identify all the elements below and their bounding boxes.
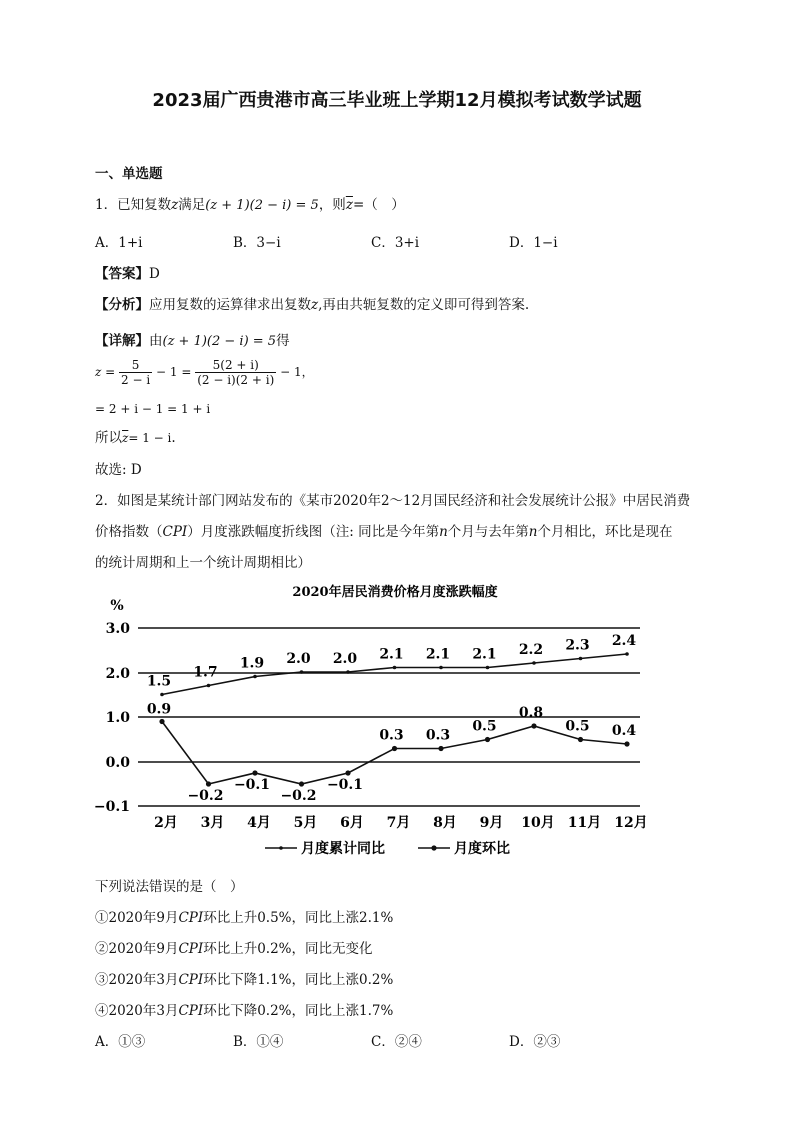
answer-value: D — [149, 266, 160, 282]
q1-option-a: A．1+i — [95, 235, 143, 251]
q2-option-c: C．②④ — [371, 1034, 422, 1050]
cpi-term: CPI — [178, 941, 204, 957]
point-mom — [578, 737, 583, 742]
q2-stem-line2 — [95, 520, 673, 540]
x-tick-label: 6月 — [340, 815, 364, 831]
q1-stem-text3: ，则 — [318, 197, 346, 213]
data-label-yoy: 2.1 — [425, 646, 451, 663]
y-tick-label: 2.0 — [105, 666, 130, 682]
var-z: z — [171, 197, 179, 213]
point-yoy — [160, 693, 164, 697]
statement-text: ①2020年9月 — [95, 910, 179, 926]
point-mom — [624, 741, 629, 746]
data-label-mom: 0.5 — [472, 718, 497, 735]
var-n: n — [439, 524, 448, 540]
q2-text4: 个月相比，环比是现在 — [537, 524, 673, 540]
detail-text: 由 — [149, 333, 163, 349]
data-label-mom: −0.2 — [280, 788, 317, 804]
q1-detail — [95, 329, 290, 349]
x-tick-label: 7月 — [386, 815, 411, 831]
point-mom — [345, 770, 350, 775]
step1-mid: − 1 = — [156, 365, 192, 379]
data-label-yoy: 2.0 — [332, 651, 358, 667]
z-conjugate: $\overline{z}$ — [122, 431, 129, 445]
point-mom — [392, 746, 397, 751]
q2-statement-3 — [95, 968, 393, 988]
point-mom — [531, 723, 536, 728]
data-label-yoy: 1.9 — [239, 655, 265, 672]
cpi-term: CPI — [162, 524, 188, 540]
point-mom — [438, 746, 443, 751]
data-label-mom: 0.9 — [146, 701, 172, 718]
point-yoy — [439, 666, 443, 670]
chart-title: 2020年居民消费价格月度涨跌幅度 — [292, 585, 498, 600]
data-label-mom: 0.3 — [379, 727, 404, 744]
point-mom — [485, 737, 490, 742]
x-tick-label: 4月 — [247, 815, 271, 831]
x-tick-label: 2月 — [154, 815, 178, 831]
q2-option-a: A．①③ — [95, 1034, 146, 1050]
q2-prompt: 下列说法错误的是（ ） — [95, 879, 244, 895]
data-label-mom: −0.1 — [326, 777, 364, 793]
fraction-2-num: 5(2 + i) — [195, 358, 276, 373]
cpi-term: CPI — [178, 910, 204, 926]
so-value: = 1 − i — [128, 431, 172, 445]
fraction-2 — [195, 358, 276, 387]
so-end: . — [171, 430, 176, 446]
detail-equation: (z + 1)(2 − i) = 5 — [162, 334, 277, 349]
cpi-line-chart — [0, 575, 794, 865]
statement-text2: 环比下降0.2%，同比上涨1.7% — [203, 1003, 394, 1019]
q1-stem-text2: 满足 — [178, 197, 206, 213]
legend-marker — [431, 845, 436, 850]
var-n: n — [528, 524, 538, 540]
data-label-yoy: 2.2 — [518, 642, 544, 658]
data-label-mom: 0.8 — [518, 705, 544, 721]
point-yoy — [579, 657, 583, 661]
x-tick-label: 3月 — [200, 815, 225, 831]
step1-lhs: z = — [95, 365, 116, 379]
var-z: z — [311, 297, 319, 313]
point-yoy — [207, 684, 211, 688]
x-tick-label: 8月 — [433, 815, 457, 831]
data-label-yoy: 2.3 — [565, 637, 590, 654]
step1-end: − 1， — [280, 365, 314, 379]
data-label-mom: −0.2 — [187, 788, 224, 804]
q1-option-d: D．1−i — [509, 235, 558, 251]
q2-text: 价格指数（ — [95, 524, 163, 540]
data-label-yoy: 2.4 — [611, 633, 637, 649]
data-label-mom: −0.1 — [233, 777, 271, 793]
q1-stem — [95, 193, 405, 213]
point-mom — [206, 781, 211, 786]
q1-step1 — [95, 358, 314, 387]
q1-option-b: B．3−i — [233, 235, 281, 251]
q2-text3: 个月与去年第 — [447, 524, 529, 540]
y-tick-label: 1.0 — [105, 710, 130, 726]
q2-option-b: B．①④ — [233, 1034, 284, 1050]
z-conjugate: $\overline{z}$ — [345, 197, 353, 213]
q1-answer — [95, 262, 160, 282]
data-label-yoy: 1.7 — [193, 664, 218, 681]
analysis-text: 应用复数的运算律求出复数 — [149, 297, 311, 313]
detail-tag: 【详解】 — [95, 333, 149, 349]
legend-label: 月度环比 — [454, 841, 510, 857]
x-tick-label: 9月 — [479, 815, 504, 831]
point-yoy — [253, 675, 257, 679]
point-yoy — [532, 661, 536, 665]
q1-choose: 故选: D — [95, 462, 142, 478]
answer-tag: 【答案】 — [95, 266, 149, 282]
statement-text: ④2020年3月 — [95, 1003, 179, 1019]
statement-text: ②2020年9月 — [95, 941, 179, 957]
y-tick-label: 0.0 — [105, 755, 130, 771]
chart-legend — [265, 840, 510, 857]
q1-analysis — [95, 293, 529, 313]
q2-statement-1 — [95, 906, 393, 926]
statement-text2: 环比上升0.5%，同比上涨2.1% — [203, 910, 394, 926]
section-heading: 一、单选题 — [95, 166, 163, 182]
point-mom — [299, 781, 304, 786]
analysis-text2: ,再由共轭复数的定义即可得到答案. — [318, 297, 530, 313]
legend-label: 月度累计同比 — [301, 841, 385, 857]
x-tick-label: 12月 — [614, 815, 648, 831]
q2-statement-2 — [95, 937, 373, 957]
y-tick-label: −0.1 — [93, 799, 130, 815]
fraction-1 — [119, 358, 152, 387]
data-label-yoy: 2.1 — [379, 646, 404, 663]
data-label-yoy: 1.5 — [146, 673, 172, 690]
detail-text2: 得 — [276, 333, 290, 349]
data-label-mom: 0.3 — [425, 727, 451, 744]
q1-conclusion — [95, 426, 176, 446]
cpi-term: CPI — [178, 972, 204, 988]
x-tick-label: 11月 — [567, 815, 602, 831]
point-yoy — [300, 670, 304, 674]
statement-text: ③2020年3月 — [95, 972, 179, 988]
data-label-mom: 0.4 — [611, 723, 637, 739]
q1-stem-text4: =（ ） — [352, 197, 405, 213]
y-tick-label: 3.0 — [105, 621, 130, 637]
q2-text2: ）月度涨跌幅度折线图（注: 同比是今年第 — [187, 524, 440, 540]
point-yoy — [346, 670, 350, 674]
legend-marker — [279, 846, 283, 850]
cpi-term: CPI — [178, 1003, 204, 1019]
q2-stem-line1: 2．如图是某统计部门网站发布的《某市2020年2～12月国民经济和社会发展统计公报》中居民消费 — [95, 493, 691, 509]
statement-text2: 环比下降1.1%，同比上涨0.2% — [203, 972, 394, 988]
point-yoy — [393, 666, 397, 670]
q1-stem-text: 1．已知复数 — [95, 197, 172, 213]
q2-option-d: D．②③ — [509, 1034, 561, 1050]
point-mom — [159, 719, 164, 724]
q1-equation: (z + 1)(2 − i) = 5 — [205, 198, 319, 213]
point-mom — [252, 770, 257, 775]
x-tick-label: 5月 — [293, 815, 318, 831]
fraction-1-den: 2 − i — [121, 373, 151, 387]
point-yoy — [486, 666, 490, 670]
statement-text2: 环比上升0.2%，同比无变化 — [203, 941, 373, 957]
point-yoy — [625, 652, 629, 656]
analysis-tag: 【分析】 — [95, 297, 149, 313]
q1-step2: = 2 + i − 1 = 1 + i — [95, 402, 211, 416]
fraction-2-den: (2 − i)(2 + i) — [197, 373, 275, 387]
chart-ylabel: % — [110, 598, 124, 614]
x-tick-label: 10月 — [521, 815, 555, 831]
q1-option-c: C．3+i — [371, 235, 420, 251]
data-label-yoy: 2.0 — [286, 651, 311, 667]
data-label-mom: 0.5 — [565, 718, 590, 735]
data-label-yoy: 2.1 — [472, 646, 497, 663]
q2-statement-4 — [95, 999, 393, 1019]
so-text: 所以 — [95, 430, 122, 446]
page-title: 2023届广西贵港市高三毕业班上学期12月模拟考试数学试题 — [152, 90, 642, 111]
q2-stem-line3: 的统计周期和上一个统计周期相比） — [95, 555, 311, 571]
fraction-1-num: 5 — [119, 358, 152, 373]
